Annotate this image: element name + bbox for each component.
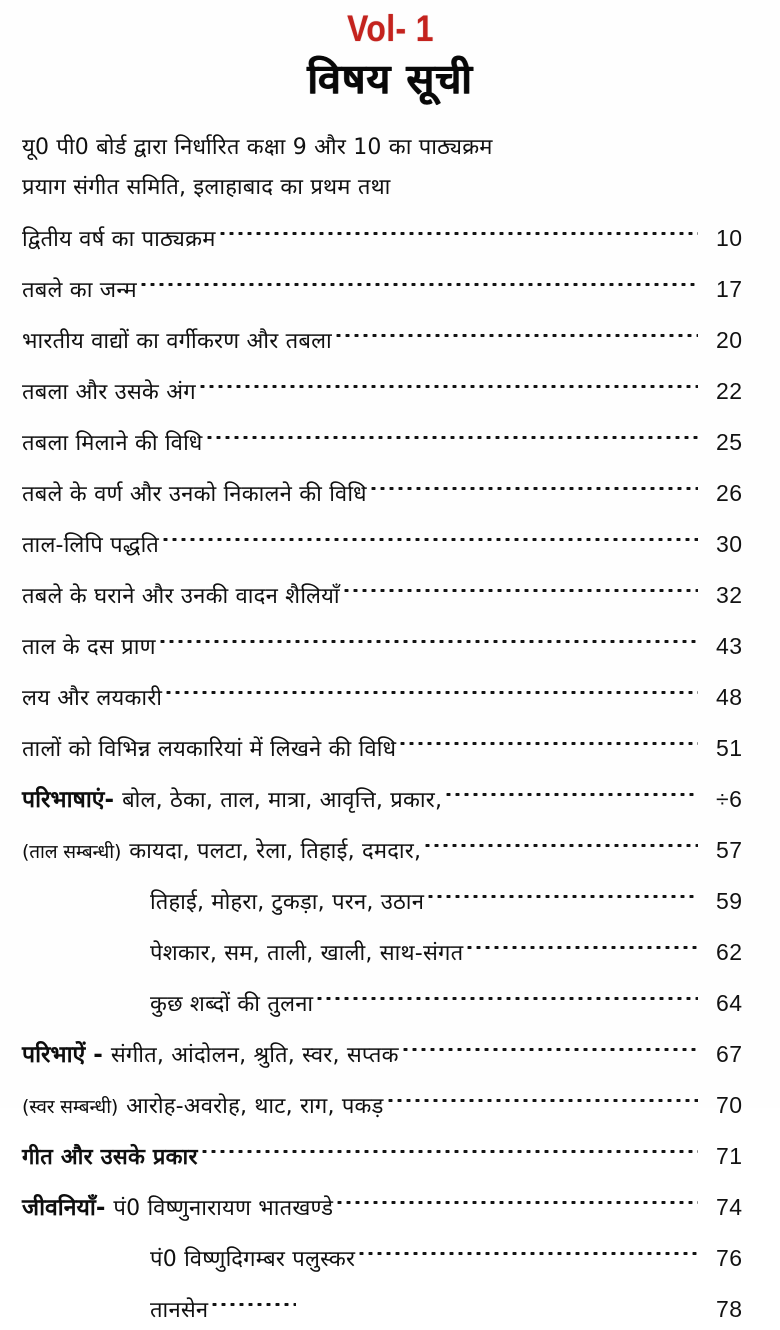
toc-entry-page-number: 48 xyxy=(716,684,743,710)
toc-entry-title: तबला और उसके अंग xyxy=(22,380,196,405)
toc-entry-title: कुछ शब्दों की तुलना xyxy=(150,992,314,1017)
toc-entry-title: पं0 विष्णुनारायण भातखण्डे xyxy=(113,1196,334,1221)
toc-entry-page-number: 20 xyxy=(716,327,743,353)
dot-leader xyxy=(334,310,698,348)
toc-entry[interactable] xyxy=(22,871,758,922)
toc-entry-title: तबले का जन्म xyxy=(22,278,137,303)
toc-entry-title: तिहाई, मोहरा, टुकड़ा, परन, उठान xyxy=(150,890,425,915)
toc-entry-title: तानसेन xyxy=(150,1298,209,1323)
dot-leader xyxy=(200,1126,698,1164)
dot-leader xyxy=(315,973,698,1011)
dot-leader xyxy=(218,208,698,246)
toc-entry-page-number: 25 xyxy=(716,429,743,455)
toc-entry-page-number: 78 xyxy=(716,1296,743,1322)
toc-entry-page-number: 70 xyxy=(716,1092,743,1118)
dot-leader xyxy=(423,820,698,858)
toc-entry[interactable] xyxy=(22,1228,758,1279)
dot-leader xyxy=(198,361,698,399)
toc-entry-page-number: ÷6 xyxy=(716,786,743,812)
toc-entry-page-number: 64 xyxy=(716,990,743,1016)
toc-entry-title: ताल के दस प्राण xyxy=(22,635,156,660)
toc-entry[interactable] xyxy=(22,1075,758,1126)
table-of-contents xyxy=(0,128,780,1330)
dot-leader xyxy=(465,922,698,960)
toc-entry-page-number: 57 xyxy=(716,837,743,863)
toc-entry-lead-label: (ताल सम्बन्धी) xyxy=(22,841,122,863)
dot-leader xyxy=(369,463,698,501)
dot-leader xyxy=(139,259,698,297)
toc-entry-title: आरोह-अवरोह, थाट, राग, पकड़ xyxy=(126,1094,384,1119)
syllabus-intro-line-1: यू0 पी0 बोर्ड द्वारा निर्धारित कक्षा 9 और 10 का पाठ्यक्रम xyxy=(22,135,493,160)
toc-entry[interactable] xyxy=(22,973,758,1024)
volume-heading xyxy=(0,0,780,52)
toc-entry-page-number: 10 xyxy=(716,225,743,251)
dot-leader xyxy=(158,616,698,654)
toc-entry-title: लय और लयकारी xyxy=(22,686,163,711)
toc-entry-title: पं0 विष्णुदिगम्बर पलुस्कर xyxy=(150,1247,356,1272)
toc-entry[interactable] xyxy=(22,1024,758,1075)
dot-leader xyxy=(335,1177,698,1215)
toc-entry[interactable] xyxy=(22,769,758,820)
toc-entry[interactable] xyxy=(22,412,758,463)
toc-entry-title: गीत और उसके प्रकार xyxy=(22,1145,198,1170)
page-title-text: विषय सूची xyxy=(307,55,473,103)
toc-entry[interactable] xyxy=(22,922,758,973)
toc-entry-lead-label: परिभाषाएं- xyxy=(22,787,115,813)
volume-label: Vol- 1 xyxy=(346,8,434,49)
syllabus-intro xyxy=(22,128,758,208)
toc-entry-lead-label: (स्वर सम्बन्धी) xyxy=(22,1096,119,1118)
toc-entry-title: तबले के घराने और उनकी वादन शैलियाँ xyxy=(22,584,340,609)
toc-entry-title: भारतीय वाद्यों का वर्गीकरण और तबला xyxy=(22,329,332,354)
toc-entry-list xyxy=(22,208,758,1330)
dot-leader xyxy=(401,1024,698,1062)
toc-entry[interactable] xyxy=(22,1126,758,1177)
dot-leader xyxy=(357,1228,698,1266)
toc-entry-page-number: 67 xyxy=(716,1041,743,1067)
toc-entry[interactable] xyxy=(22,514,758,565)
toc-entry-title: तबले के वर्ण और उनको निकालने की विधि xyxy=(22,482,367,507)
toc-entry[interactable] xyxy=(22,208,758,259)
toc-entry[interactable] xyxy=(22,667,758,718)
toc-entry-page-number: 76 xyxy=(716,1245,743,1271)
toc-entry-title: बोल, ठेका, ताल, मात्रा, आवृत्ति, प्रकार, xyxy=(122,788,443,813)
toc-entry-title: तालों को विभिन्न लयकारियां में लिखने की विधि xyxy=(22,737,397,762)
toc-entry-page-number: 62 xyxy=(716,939,743,965)
toc-entry-title: संगीत, आंदोलन, श्रुति, स्वर, सप्तक xyxy=(110,1043,399,1068)
toc-entry-page-number: 51 xyxy=(716,735,743,761)
toc-entry-page-number: 74 xyxy=(716,1194,743,1220)
toc-entry-title: तबला मिलाने की विधि xyxy=(22,431,203,456)
toc-entry[interactable] xyxy=(22,565,758,616)
toc-entry[interactable] xyxy=(22,259,758,310)
dot-leader xyxy=(210,1279,296,1317)
toc-entry[interactable] xyxy=(22,820,758,871)
dot-leader xyxy=(386,1075,698,1113)
dot-leader xyxy=(342,565,698,603)
toc-entry[interactable] xyxy=(22,1177,758,1228)
toc-entry-title: कायदा, पलटा, रेला, तिहाई, दमदार, xyxy=(129,839,422,864)
toc-entry[interactable] xyxy=(22,310,758,361)
toc-entry-page-number: 71 xyxy=(716,1143,743,1169)
toc-entry-page-number: 26 xyxy=(716,480,743,506)
dot-leader xyxy=(205,412,698,450)
toc-entry-lead-label: परिभाऐं - xyxy=(22,1042,103,1068)
toc-entry-title: द्वितीय वर्ष का पाठ्यक्रम xyxy=(22,227,216,252)
toc-entry-page-number: 32 xyxy=(716,582,743,608)
dot-leader xyxy=(398,718,698,756)
toc-entry-page-number: 59 xyxy=(716,888,743,914)
dot-leader xyxy=(444,769,698,807)
toc-entry[interactable] xyxy=(22,463,758,514)
toc-entry[interactable] xyxy=(22,616,758,667)
toc-entry-title: पेशकार, सम, ताली, खाली, साथ-संगत xyxy=(150,941,464,966)
dot-leader xyxy=(426,871,698,909)
toc-entry-lead-label: जीवनियाँ- xyxy=(22,1195,106,1221)
dot-leader xyxy=(164,667,698,705)
toc-entry-title: ताल-लिपि पद्धति xyxy=(22,533,160,558)
toc-entry[interactable] xyxy=(22,1279,758,1330)
toc-entry-page-number: 22 xyxy=(716,378,743,404)
toc-entry[interactable] xyxy=(22,718,758,769)
dot-leader xyxy=(161,514,698,552)
toc-entry-page-number: 30 xyxy=(716,531,743,557)
page-title xyxy=(0,52,780,128)
toc-entry[interactable] xyxy=(22,361,758,412)
syllabus-intro-line-2: प्रयाग संगीत समिति, इलाहाबाद का प्रथम तथा xyxy=(22,175,391,200)
toc-entry-page-number: 43 xyxy=(716,633,743,659)
toc-entry-page-number: 17 xyxy=(716,276,743,302)
